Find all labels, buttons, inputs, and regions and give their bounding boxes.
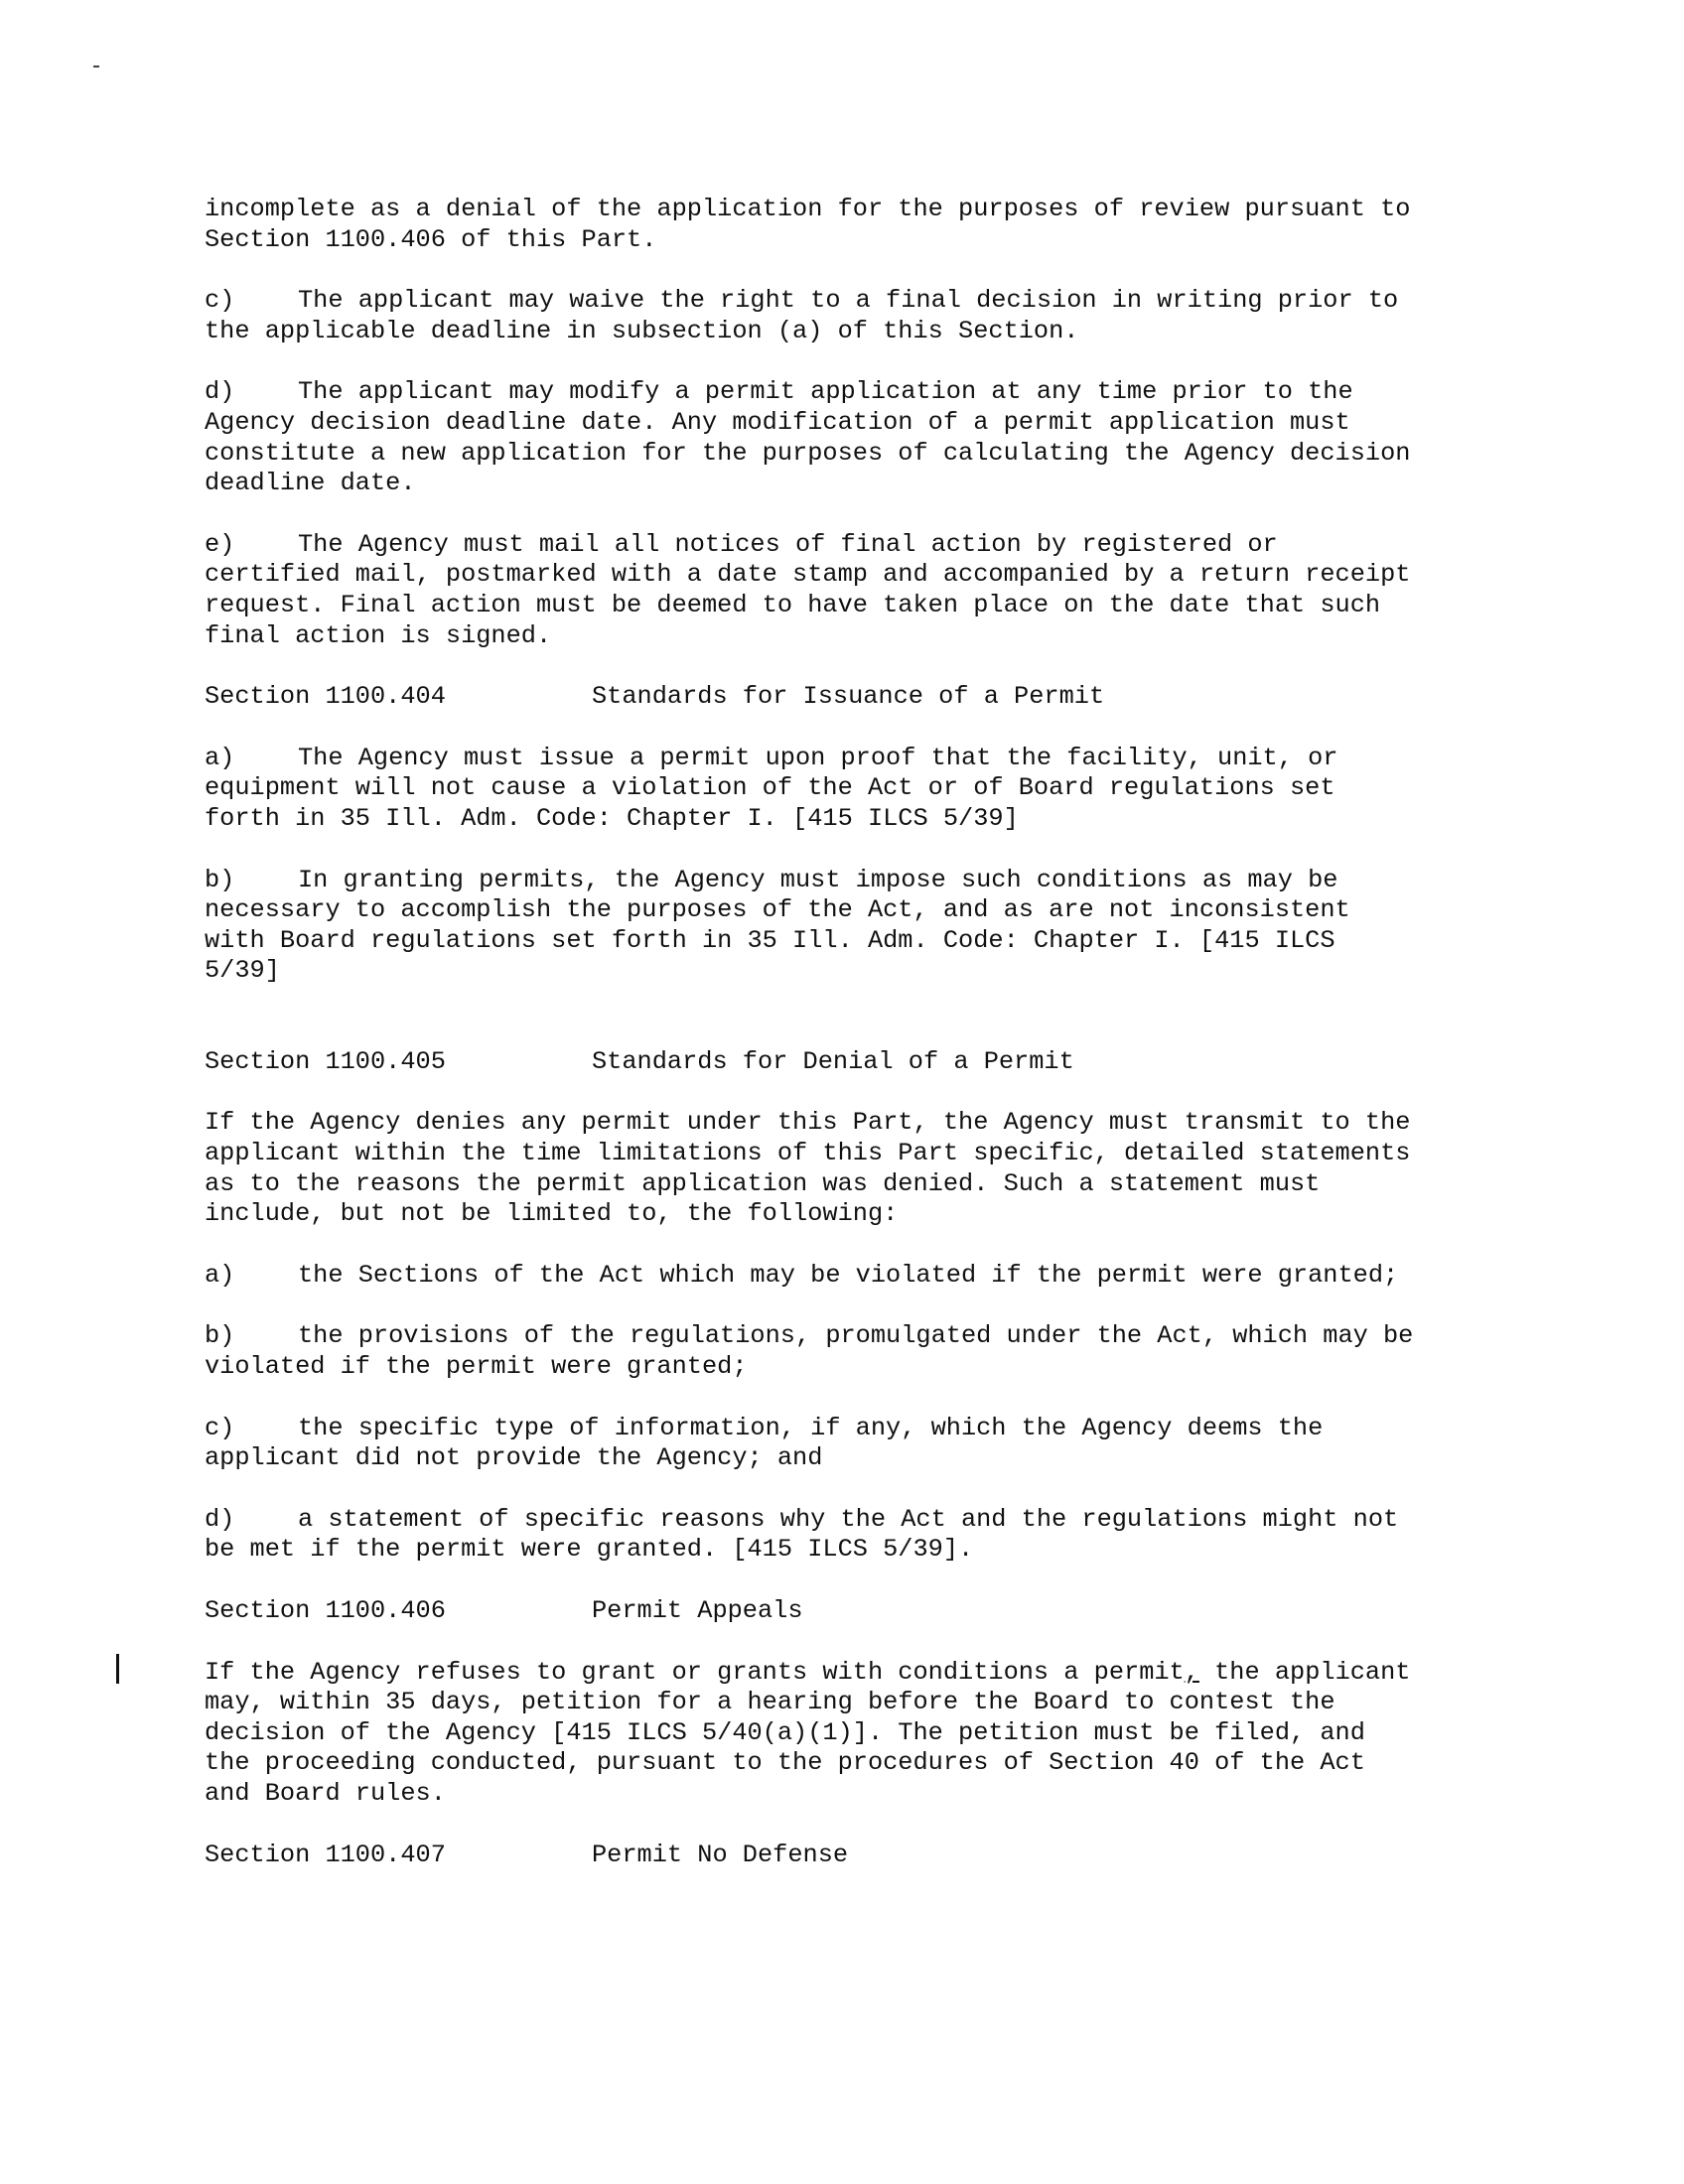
item-text: In granting permits, the Agency must impose such conditions as may be necessary to accomplish the purposes of the Act, and as are not inconsistent with Board regulations set forth in 35 Ill. Adm. Code: Chapter I. [415 ILCS 5/39] <box>205 865 1350 986</box>
section-title: Standards for Denial of a Permit <box>592 1046 1074 1076</box>
item-text: a statement of specific reasons why the Act and the regulations might not be met if the permit were granted. [415 ILCS 5/39]. <box>205 1504 1399 1565</box>
section-1100-404-item-a <box>205 744 1535 835</box>
revision-change-bar <box>116 1654 119 1684</box>
body-text-rest: the applicant may, within 35 days, petition for a hearing before the Board to contest the decision of the Agency [415 ILCS 5/40(a)(1)]. The petition must be filed, and the proceeding conducted, pursuant to the procedures of Section 40 of the Act and Board rules. <box>205 1657 1411 1808</box>
section-1100-405-item-b <box>205 1321 1535 1382</box>
continued-paragraph: incomplete as a denial of the application for the purposes of review pursuant to Section 1100.406 of this Part. <box>205 195 1411 254</box>
section-1100-403-item-c <box>205 286 1535 346</box>
item-text: The applicant may waive the right to a final decision in writing prior to the applicable deadline in subsection (a) of this Section. <box>205 286 1399 345</box>
section-heading-1100-405 <box>205 1047 1535 1078</box>
inserted-comma: , <box>1184 1657 1199 1687</box>
section-number: Section 1100.404 <box>205 682 446 712</box>
section-1100-405-item-c <box>205 1414 1535 1474</box>
scan-mark <box>93 66 99 68</box>
section-heading-1100-404 <box>205 682 1535 713</box>
document-page <box>205 195 1535 1901</box>
item-text: The Agency must mail all notices of final action by registered or certified mail, postmarked with a date stamp and accompanied by a return receipt request. Final action must be deemed to have taken place on the date that such final action is signed. <box>205 529 1411 650</box>
section-title: Standards for Issuance of a Permit <box>592 682 1105 712</box>
section-1100-403-item-d <box>205 377 1535 498</box>
section-number: Section 1100.407 <box>205 1840 446 1869</box>
section-number: Section 1100.406 <box>205 1596 446 1625</box>
item-text: the provisions of the regulations, promulgated under the Act, which may be violated if the permit were granted; <box>205 1321 1414 1382</box>
body-text-start: If the Agency refuses to grant or grants with conditions a permit <box>205 1657 1185 1687</box>
item-text: the specific type of information, if any, which the Agency deems the applicant did not provide the Agency; and <box>205 1413 1324 1473</box>
section-title: Permit No Defense <box>592 1840 849 1869</box>
section-heading-1100-406 <box>205 1596 1535 1627</box>
item-text: the Sections of the Act which may be violated if the permit were granted; <box>298 1260 1399 1290</box>
section-number: Section 1100.405 <box>205 1046 446 1076</box>
item-label: c) <box>205 1413 235 1442</box>
item-label: b) <box>205 1321 235 1351</box>
item-label: d) <box>205 1504 235 1534</box>
item-label: e) <box>205 529 235 559</box>
item-label: d) <box>205 377 235 407</box>
item-label: a) <box>205 1260 235 1290</box>
item-label: c) <box>205 286 235 316</box>
section-title: Permit Appeals <box>592 1596 803 1625</box>
item-text: The Agency must issue a permit upon proof that the facility, unit, or equipment will not cause a violation of the Act or of Board regulations set forth in 35 Ill. Adm. Code: Chapter I. [415 ILCS 5/39] <box>205 743 1338 833</box>
item-label: b) <box>205 865 235 894</box>
section-1100-405-intro: If the Agency denies any permit under this Part, the Agency must transmit to the applicant within the time limitations of this Part specific, detailed statements as to the reasons the permit application was denied. Such a statement must include, but not be limited to, the following: <box>205 1108 1411 1229</box>
section-1100-406-body <box>205 1658 1535 1810</box>
section-heading-1100-407 <box>205 1841 1535 1871</box>
section-1100-403-item-e <box>205 530 1535 651</box>
item-label: a) <box>205 743 235 772</box>
item-text: The applicant may modify a permit application at any time prior to the Agency decision deadline date. Any modification of a permit application must constitute a new application for the purposes of calculating the Agency decision deadline date. <box>205 377 1411 498</box>
section-1100-404-item-b <box>205 866 1535 987</box>
section-1100-405-item-d <box>205 1505 1535 1566</box>
section-1100-405-item-a <box>205 1261 1535 1292</box>
